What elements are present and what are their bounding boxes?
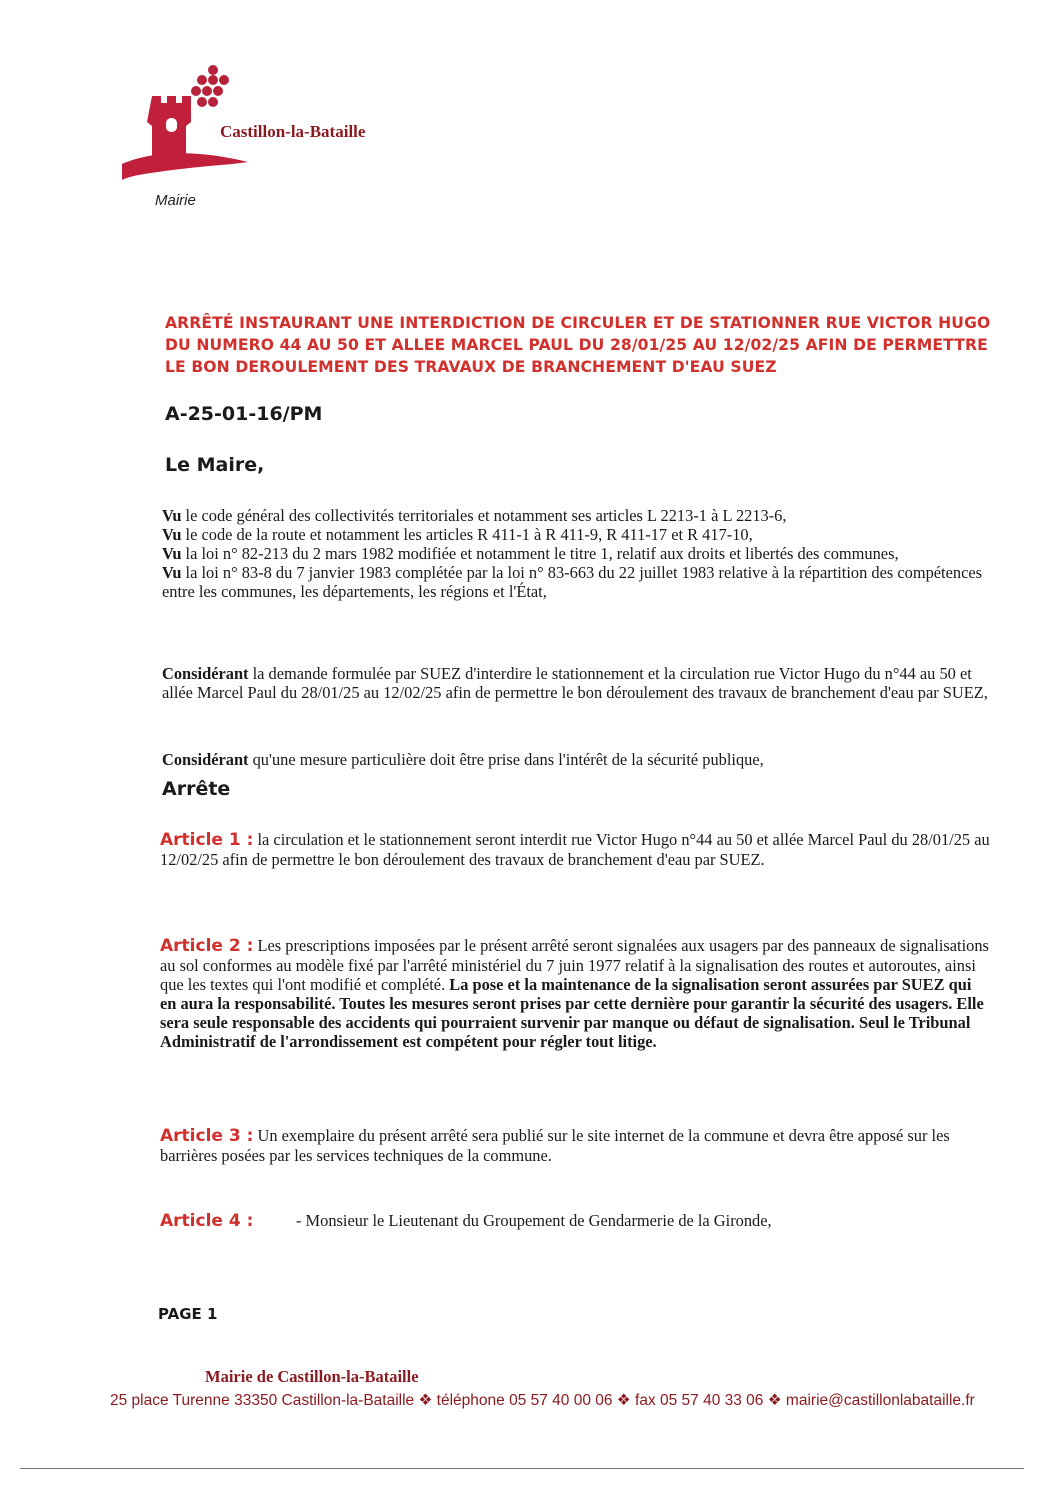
logo-name: Castillon-la-Bataille	[220, 122, 366, 141]
visa-text: le code général des collectivités territoriales et notamment ses articles L 2213-1 à L 2213-6,	[181, 506, 787, 525]
reference-number: A-25-01-16/PM	[165, 403, 323, 425]
considerant-text: la demande formulée par SUEZ d'interdire le stationnement et la circulation rue Victor Hugo du n°44 au 50 et allée Marcel Paul du 28/01/25 au 12/02/25 afin de permettre le bon déroulement des travaux de branchement d'eau par SUEZ,	[162, 664, 988, 702]
document-title: ARRÊTÉ INSTAURANT UNE INTERDICTION DE CIRCULER ET DE STATIONNER RUE VICTOR HUGO DU NUMERO 44 AU 50 ET ALLEE MARCEL PAUL DU 28/01/25 AU 12/02/25 AFIN DE PERMETTRE LE BON DEROULEMENT DES TRAVAUX DE BRANCHEMENT D'EAU SUEZ	[165, 314, 991, 376]
considerant-paragraph	[162, 664, 992, 702]
salutation: Le Maire,	[165, 454, 265, 476]
considerant-text: qu'une mesure particulière doit être prise dans l'intérêt de la sécurité publique,	[248, 750, 764, 769]
article-label: Article 1 :	[160, 830, 254, 850]
article-4	[160, 1211, 990, 1231]
footer-divider	[20, 1468, 1024, 1469]
article-text: Les prescriptions imposées par le présent arrêté seront signalées aux usagers par des panneaux de signalisations au sol conformes au modèle fixé par l'arrêté ministériel du 7 juin 1977 relatif à la signalisation des routes et autoroutes, ainsi que les textes qui l'ont modifié et complété.	[160, 936, 989, 994]
considerant-paragraph	[162, 750, 992, 769]
visa-lead: Vu	[162, 506, 182, 525]
article-label: Article 3 :	[160, 1126, 254, 1146]
visa-line	[162, 525, 992, 544]
page-number: PAGE 1	[158, 1305, 218, 1323]
footer-address: 25 place Turenne 33350 Castillon-la-Bataille ❖ téléphone 05 57 40 00 06 ❖ fax 05 57 40 33 06 ❖ mairie@castillonlabataille.fr	[110, 1392, 975, 1409]
article-bold-text: La pose et la maintenance de la signalisation seront assurées par SUEZ qui en aura la responsabilité. Toutes les mesures seront prises par cette dernière pour garantir la sécurité des usagers. Elle sera seule responsable des accidents qui pourraient survenir par manque ou défaut de signalisation. Seul le Tribunal Administratif de l'arrondissement est compétent pour régler tout litige.	[160, 975, 984, 1051]
considerant-lead: Considérant	[162, 664, 249, 683]
article-text: la circulation et le stationnement seront interdit rue Victor Hugo n°44 au 50 et allée Marcel Paul du 28/01/25 au 12/02/25 afin de permettre le bon déroulement des travaux de branchement d'eau par SUEZ.	[160, 830, 990, 869]
article-text: Un exemplaire du présent arrêté sera publié sur le site internet de la commune et devra être apposé sur les barrières posées par les services techniques de la commune.	[160, 1126, 950, 1165]
visa-text: le code de la route et notamment les articles R 411-1 à R 411-9, R 411-17 et R 417-10,	[181, 525, 753, 544]
considerant-lead: Considérant	[162, 750, 249, 769]
visa-lead: Vu	[162, 563, 182, 582]
logo-subtitle: Mairie	[155, 192, 196, 209]
visa-line	[162, 544, 992, 563]
article-1	[160, 830, 990, 869]
footer-name: Mairie de Castillon-la-Bataille	[205, 1367, 419, 1386]
visa-text: la loi n° 82-213 du 2 mars 1982 modifiée et notamment le titre 1, relatif aux droits et libertés des communes,	[181, 544, 899, 563]
visa-line	[162, 563, 992, 601]
visas-block	[162, 506, 992, 601]
visa-lead: Vu	[162, 525, 182, 544]
article-label: Article 2 :	[160, 936, 254, 956]
arrete-heading: Arrête	[162, 778, 231, 800]
article-text: - Monsieur le Lieutenant du Groupement de Gendarmerie de la Gironde,	[296, 1211, 772, 1230]
visa-lead: Vu	[162, 544, 182, 563]
article-3	[160, 1126, 990, 1165]
article-2	[160, 936, 990, 1051]
visa-line	[162, 506, 992, 525]
visa-text: la loi n° 83-8 du 7 janvier 1983 complétée par la loi n° 83-663 du 22 juillet 1983 relative à la répartition des compétences entre les communes, les départements, les régions et l'État,	[162, 563, 982, 601]
article-label: Article 4 :	[160, 1211, 254, 1231]
